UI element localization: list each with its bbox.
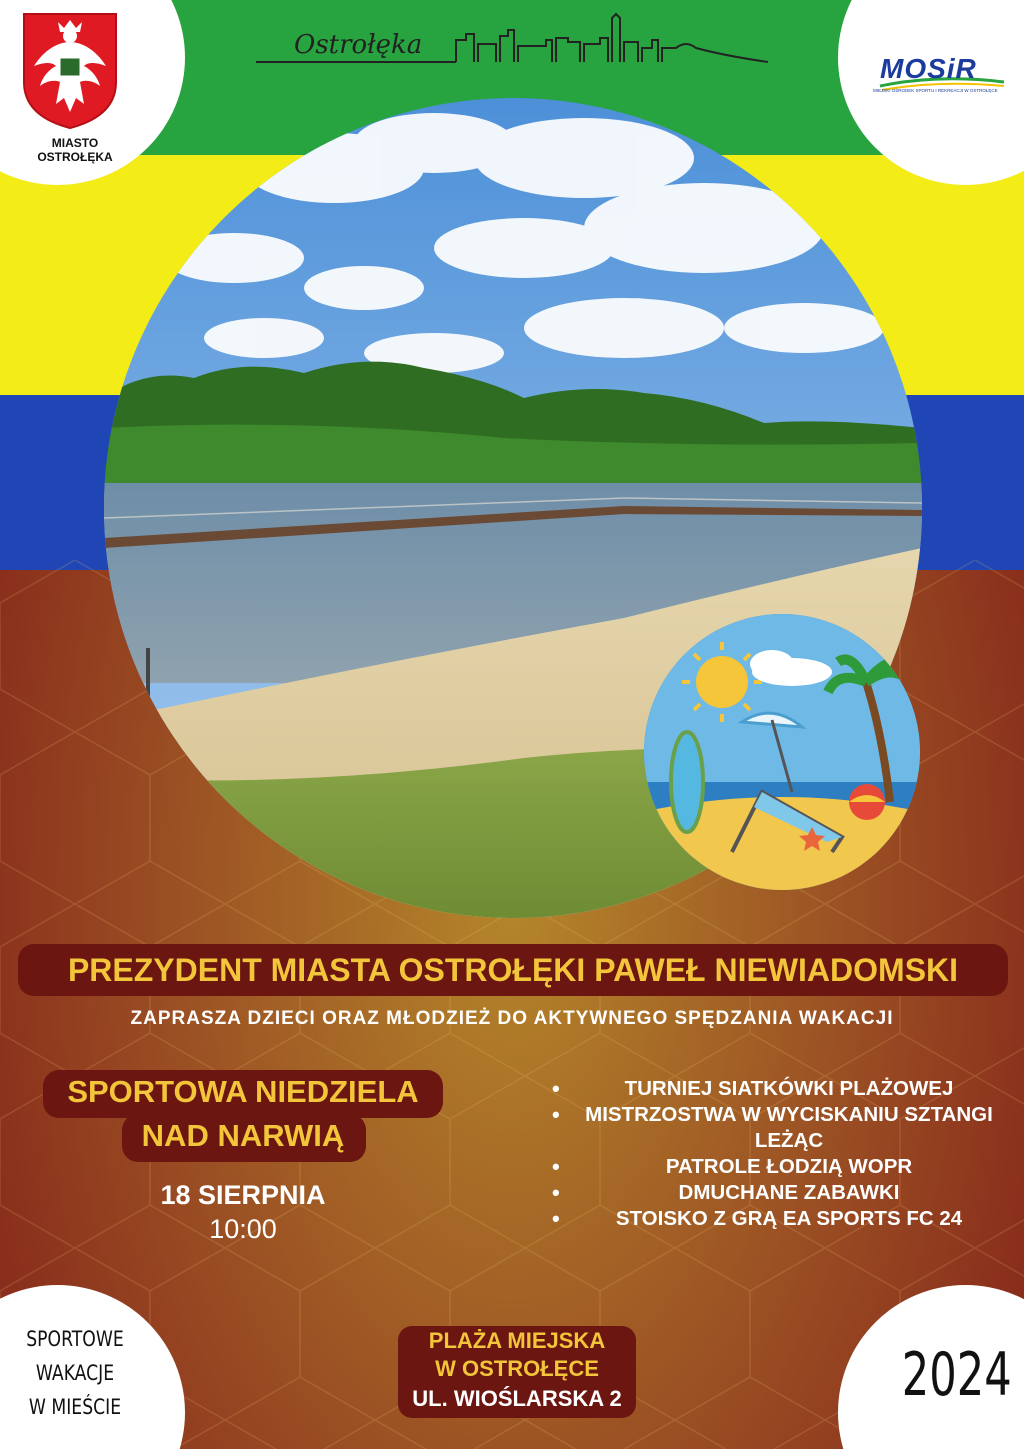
venue-line2: W OSTROŁĘCE — [435, 1356, 599, 1381]
event-date: 18 SIERPNIA — [160, 1180, 326, 1210]
event-name-line1: SPORTOWA NIEDZIELA — [67, 1074, 419, 1109]
mosir-logo-text: MOSiR — [880, 53, 977, 84]
mosir-tagline: MIEJSKI OŚRODEK SPORTU I REKREACJI W OSTROŁĘCE — [873, 88, 998, 93]
event-name-line2: NAD NARWIĄ — [141, 1118, 345, 1153]
city-coat-of-arms-icon — [22, 12, 118, 130]
venue-address: UL. WIOŚLARSKA 2 — [412, 1386, 622, 1411]
slogan: SPORTOWE WAKACJE W MIEŚCIE — [26, 1327, 124, 1419]
attractions-list — [550, 1076, 1000, 1232]
year: 2024 — [901, 1340, 1012, 1410]
city-logo-label: MIASTO OSTROŁĘKA — [37, 136, 113, 164]
event-time: 10:00 — [209, 1214, 277, 1244]
list-item: • TURNIEJ SIATKÓWKI PLAŻOWEJ — [550, 1076, 1000, 1102]
list-item: • PATROLE ŁODZIĄ WOPR — [550, 1154, 1000, 1180]
city-script-title: Ostrołęka — [294, 30, 423, 60]
list-item: • STOISKO Z GRĄ EA SPORTS FC 24 — [550, 1206, 1000, 1232]
invitation-subline: ZAPRASZA DZIECI ORAZ MŁODZIEŻ DO AKTYWNEGO SPĘDZANIA WAKACJI — [130, 1008, 894, 1029]
list-item: • MISTRZOSTWA W WYCISKANIU SZTANGI LEŻĄC — [550, 1102, 1000, 1154]
venue-line1: PLAŻA MIEJSKA — [428, 1328, 606, 1353]
headline: PREZYDENT MIASTA OSTROŁĘKI PAWEŁ NIEWIADOMSKI — [67, 952, 959, 988]
list-item: • DMUCHANE ZABAWKI — [550, 1180, 1000, 1206]
beach-scene-icon — [642, 612, 922, 892]
